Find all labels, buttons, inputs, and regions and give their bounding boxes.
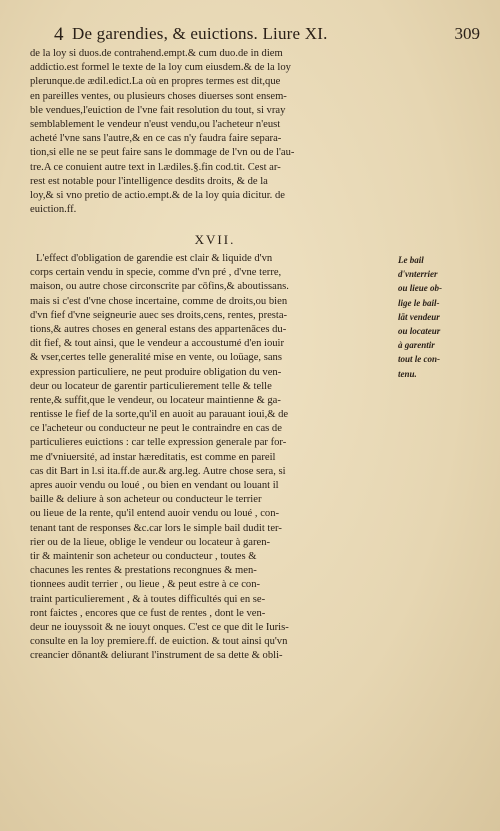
marginal-note-line: Le bail [398, 255, 424, 265]
text-line: d'vn fief d'vne seigneurie auec ses droits,cens, rentes, presta- [30, 309, 288, 321]
text-line: cas dit Bart in l.si ita.ff.de aur.& arg.leg. Autre chose sera, si [30, 465, 286, 477]
marginal-note-line: d'vnterrier [398, 269, 438, 280]
text-line: tenant tant de responses &c.car lors le simple bail dudit ter- [30, 522, 282, 534]
page-number: 4 [54, 24, 64, 45]
marginal-note-line: lāt vendeur [398, 311, 440, 322]
text-line: mais si c'est d'vne chose incertaine, comme de droits,ou bien [30, 295, 288, 307]
section-heading: XVII. [194, 232, 236, 247]
text-line: rente,& suffit,que le vendeur, ou locateur maintienne & ga- [30, 394, 281, 406]
marginal-note-line: lige le bail- [398, 297, 440, 308]
text-line: loy,& si vno pretio de actio.empt.& de la loy quia dicitur. de [30, 189, 285, 201]
marginal-note-line: tenu. [398, 368, 417, 379]
text-line: L'effect d'obligation de garendie est clair & liquide d'vn [36, 253, 273, 264]
text-line: me d'vniuersité, ad instar hæreditatis, est comme en pareil [30, 451, 276, 463]
text-line: deur ou locateur de garentir particulierement telle & telle [30, 380, 272, 392]
text-line: creancier dōnant& deliurant l'instrument de sa dette & obli- [30, 650, 283, 662]
text-line: addictio.est formel le texte de la loy cum eiusdem.& de la loy [30, 62, 291, 74]
running-title [72, 24, 328, 44]
text-line: traint particulierement , & à toutes difficultés qui en se- [30, 593, 266, 605]
text-line: tre.A ce conuient autre text in l.ædiles.§.fin cod.tit. Cest ar- [30, 161, 281, 173]
text-line: tions,& autres choses en general estans des appartenāces du- [30, 323, 287, 335]
marginal-note [398, 253, 498, 381]
text-line: rentisse le fief de la sorte,qu'il en auoit au parauant ioui,& de [30, 409, 289, 421]
text-line: & vser,certes telle generalité mise en vente, ou loüage, sans [30, 352, 282, 364]
text-line: dit fief, & tout ainsi, que le vendeur a accoustumé d'en iouir [30, 338, 285, 350]
paragraph-section-17 [30, 252, 394, 663]
text-line: consulte en la loy premiere.ff. de euiction. & tout ainsi qu'vn [30, 636, 288, 648]
text-line: baille & deliure à son acheteur ou conducteur le terrier [30, 494, 262, 506]
text-line: semblablement le vendeur n'eust vendu,ou l'acheteur n'eust [30, 118, 281, 130]
text-line: deur ne iouyssoit & ne iouyt onques. C'est ce que dit le Iuris- [30, 621, 289, 633]
marginal-note-line: ou lieue ob- [398, 283, 442, 294]
text-line: ou lieue de la rente, qu'il entend auoir vendu ou loué , con- [30, 508, 280, 520]
text-line: ront faictes , encores que ce fust de rentes , dont le ven- [30, 607, 266, 619]
text-line: apres auoir vendu ou loué , ou bien en vendant ou louant il [30, 480, 279, 491]
folio-number: 309 [454, 24, 480, 43]
text-line: acheté l'vne sans l'autre,& en ce cas n'y faudra faire separa- [30, 133, 282, 145]
marginal-note-line: à garentir [398, 340, 435, 351]
text-line: ble vendues,l'euiction de l'vne fait resolution du tout, si vray [30, 104, 286, 116]
paragraph-continued [30, 47, 400, 217]
text-line: euiction.ff. [30, 204, 77, 216]
marginal-note-line: ou locateur [398, 325, 441, 336]
text-line: particulieres euictions : car telle expression generale par for- [30, 437, 287, 449]
text-line: tir & maintenir son acheteur ou conducteur , toutes & [30, 550, 257, 562]
text-line: en pareilles ventes, ou plusieurs choses diuerses sont ensem- [30, 90, 287, 102]
text-line: corps certain vendu in specie, comme d'vn pré , d'vne terre, [30, 267, 282, 279]
text-line: tion,si elle ne se peut faire sans le dommage de l'vn ou de l'au- [30, 147, 295, 159]
marginal-note-line: tout le con- [398, 354, 440, 365]
running-header [50, 24, 480, 48]
text-line: rest est notable pour l'intelligence desdits droits, & de la [30, 175, 268, 187]
text-line: rier ou de la lieue, oblige le vendeur ou locateur à garen- [30, 536, 271, 548]
text-line: de la loy si duos.de contrahend.empt.& cum duo.de in diem [30, 48, 283, 59]
text-line: maison, ou autre chose circonscrite par cōfins,& aboutissans. [30, 281, 289, 293]
text-line: tionnees audit terrier , ou lieue , & peut estre à ce con- [30, 579, 261, 591]
text-line: chacunes les rentes & prestations recongnues & men- [30, 565, 257, 577]
text-line: plerunque.de ædil.edict.La où en propres termes est dit,que [30, 76, 281, 88]
text-line: expression particuliere, ne peut produire obligation du ven- [30, 366, 282, 378]
text-line: ce l'acheteur ou conducteur ne peut le contraindre en cas de [30, 423, 282, 435]
book-label: Liure XI. [262, 24, 328, 43]
chapter-title: De garendies, & euictions. [72, 24, 259, 43]
